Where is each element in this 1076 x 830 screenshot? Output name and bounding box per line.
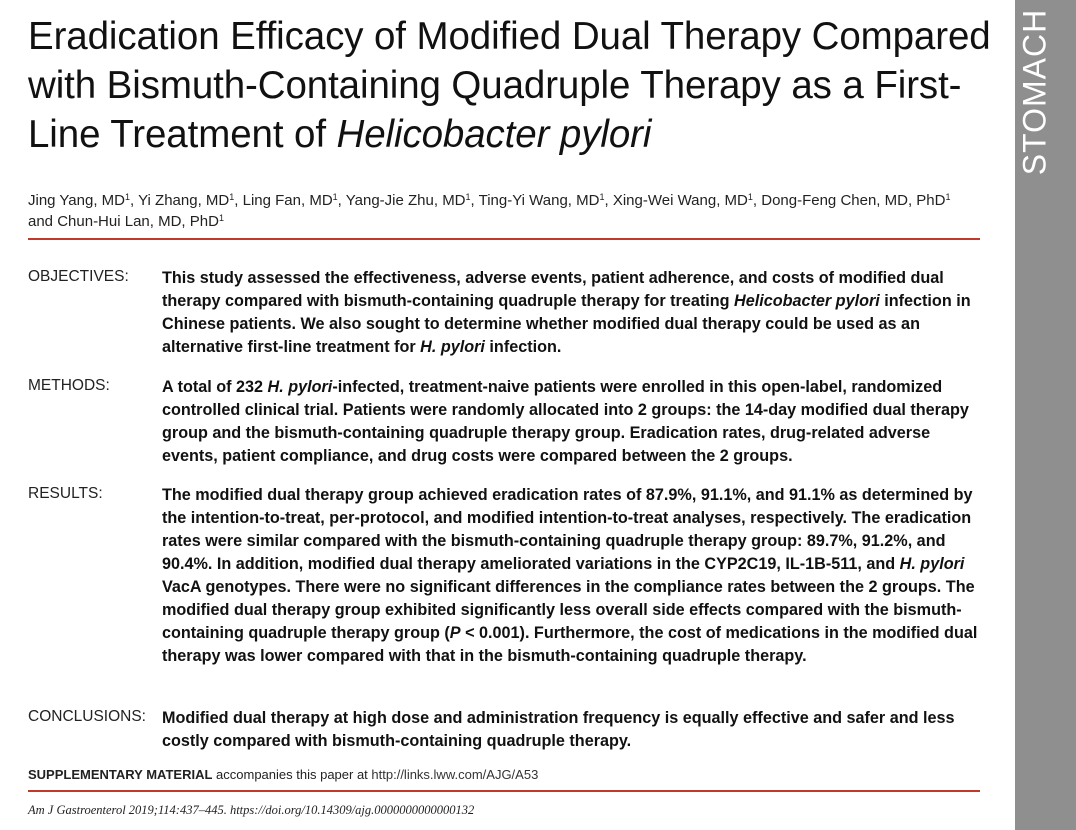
conclusions-text: Modified dual therapy at high dose and administration frequency is equally effective and safer and less costly compared with bismuth-containing quadruple therapy. (162, 709, 955, 750)
author: Chun-Hui Lan, MD, PhD$^1$ (57, 213, 224, 230)
conclusions-label: CONCLUSIONS: (28, 708, 146, 725)
methods-text: A total of 232 H. pylori-infected, treatment-naive patients were enrolled in this open-label, randomized controlled clinical trial. Patients were randomly allocated into 2 groups: the 14-day modified dual therapy group and the bismuth-containing quadruple therapy group. Eradication rates, drug-related adverse events, patient compliance, and drug costs were compared between the 2 groups. (162, 378, 969, 465)
author: Yi Zhang, $MD^1$, (138, 192, 243, 209)
author: Ling Fan, $MD^1$, (242, 192, 346, 209)
objectives-label: OBJECTIVES: (28, 268, 129, 285)
author-list (28, 190, 988, 232)
footer-divider (28, 790, 980, 792)
author: Xing-Wei Wang, $MD^1$, (612, 192, 762, 209)
author-conjunction: and (28, 213, 58, 230)
author: Ting-Yi Wang, $MD^1$, (478, 192, 613, 209)
results-label: RESULTS: (28, 485, 103, 502)
author: Yang-Jie Zhu, $MD^1$, (345, 192, 479, 209)
supplementary-note: SUPPLEMENTARY MATERIAL accompanies this paper at http://links.lww.com/AJG/A53 (28, 767, 539, 782)
results-text: The modified dual therapy group achieved eradication rates of 87.9%, 91.1%, and 91.1% as determined by the intention-to-treat, per-protocol, and modified intention-to-treat analyses, respectively. The eradication rates were similar compared with the bismuth-containing quadruple therapy group: 89.7%, 91.2%, and 90.4%. In addition, modified dual therapy ameliorated variations in the CYP2C19, IL-1B-511, and H. pylori VacA genotypes. There were no significant differences in the compliance rates between the 2 groups. The modified dual therapy group exhibited significantly less overall side effects compared with the bismuth-containing quadruple therapy group (P < 0.001). Furthermore, the cost of medications in the modified dual therapy was lower compared with that in the bismuth-containing quadruple therapy. (162, 486, 978, 665)
header-divider (28, 238, 980, 240)
objectives-text: This study assessed the effectiveness, adverse events, patient adherence, and costs of modified dual therapy compared with bismuth-containing quadruple therapy for treating Helicobacter pylori infection in Chinese patients. We also sought to determine whether modified dual therapy could be used as an alternative first-line treatment for H. pylori infection. (162, 269, 971, 356)
title-organism: Helicobacter pylori (336, 113, 652, 156)
title-main: Eradication Efficacy of Modified Dual Therapy Compared with Bismuth-Containing Quadruple Therapy as a First-Line Treatment of (28, 15, 991, 156)
section-label: STOMACH (1016, 8, 1053, 176)
article-title (28, 12, 1003, 159)
author: Dong-Feng Chen, MD, PhD$^1$ (761, 192, 951, 209)
author: Jing Yang, $MD^1$, (28, 192, 139, 209)
methods-label: METHODS: (28, 377, 110, 394)
supplementary-link[interactable]: http://links.lww.com/AJG/A53 (371, 767, 539, 782)
journal-citation: Am J Gastroenterol 2019;114:437–445. https://doi.org/10.14309/ajg.0000000000000132 (28, 803, 475, 817)
